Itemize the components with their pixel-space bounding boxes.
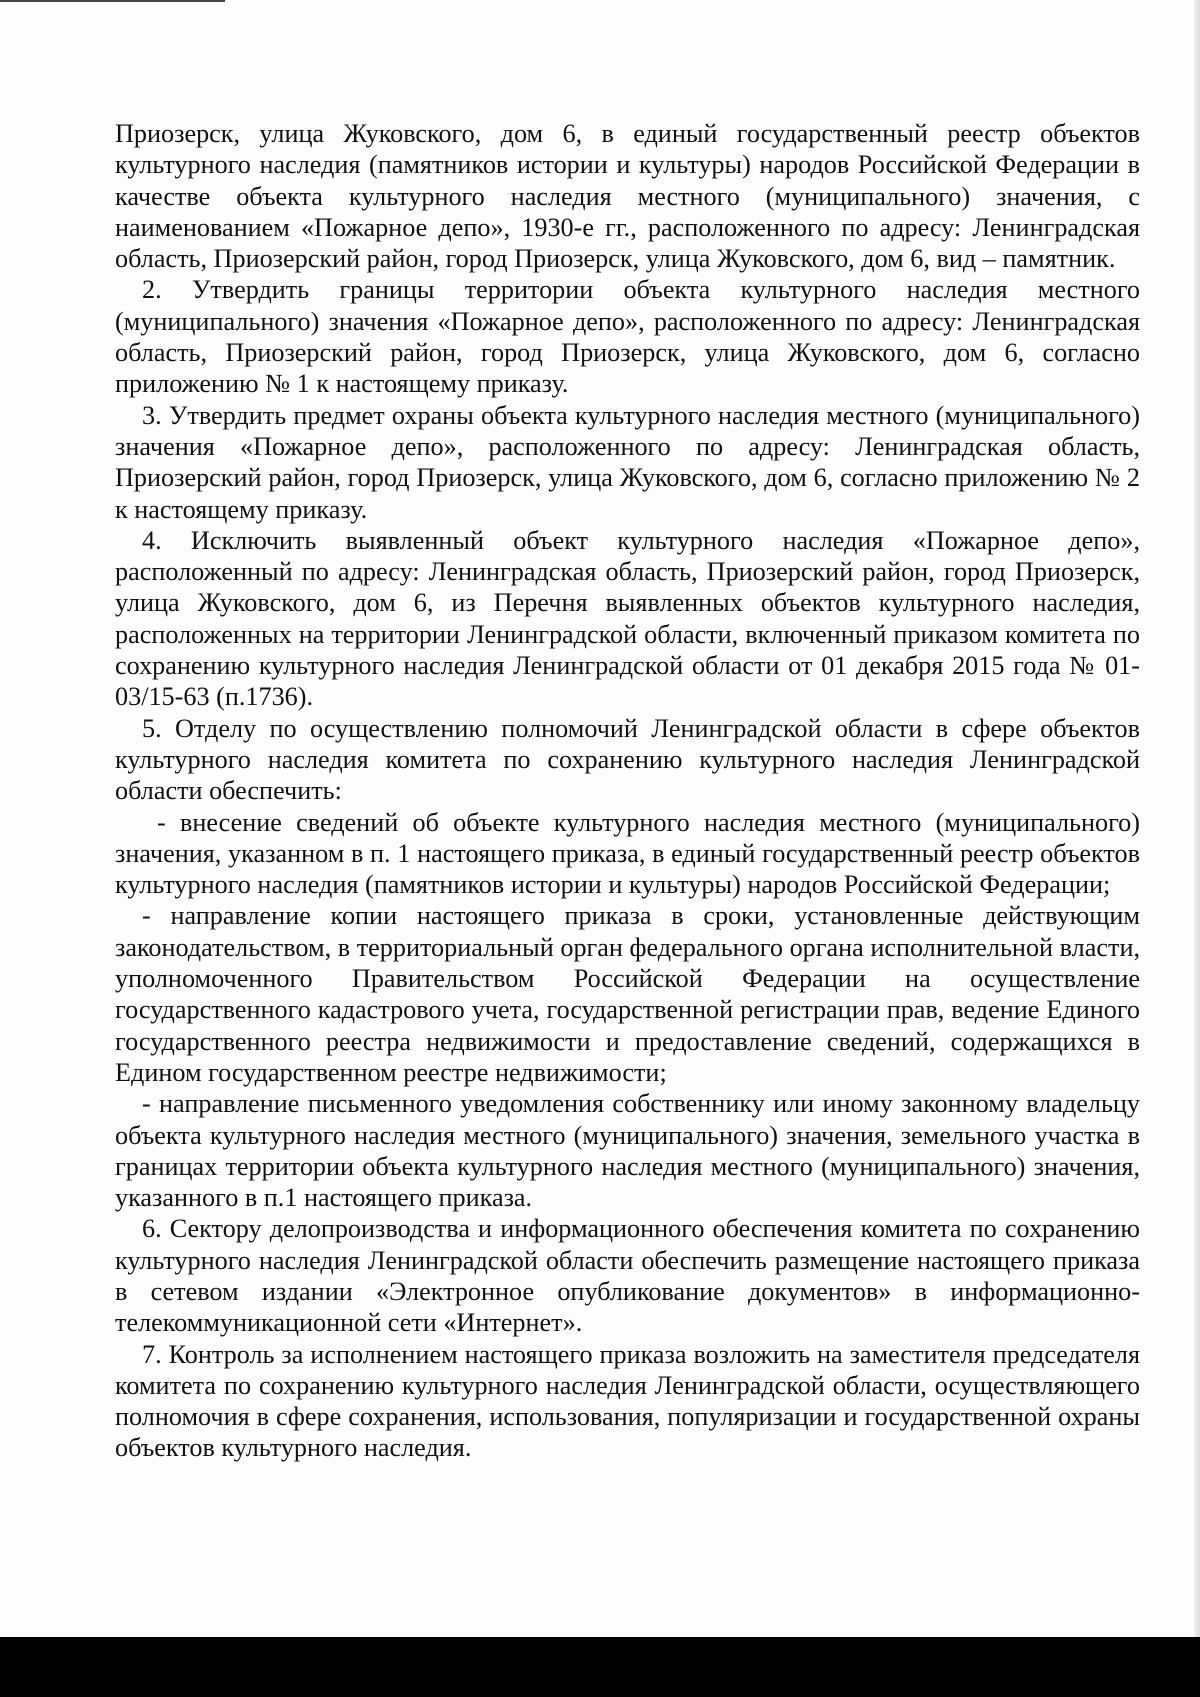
scan-edge-mark bbox=[0, 0, 225, 2]
paragraph-1-continuation: Приозерск, улица Жуковского, дом 6, в единый государственный реестр объектов культурного наследия (памятников истории и культуры) народов Российской Федерации в качестве объекта культурного наследия местного (муниципального) значения, с наименованием «Пожарное депо», 1930-е гг., расположенного по адресу: Ленинградская область, Приозерский район, город Приозерск, улица Жуковского, дом 6, вид – памятник. bbox=[115, 119, 1140, 274]
scan-bottom-border bbox=[0, 1637, 1200, 1697]
bullet-copy-direction: - направление копии настоящего приказа в сроки, установленные действующим законодательством, в территориальный орган федерального органа исполнительной власти, уполномоченного Правительством Российской Федерации на осуществление государственного кадастрового учета, государственной регистрации прав, ведение Единого государственного реестра недвижимости и предоставление сведений, содержащихся в Едином государственном реестре недвижимости; bbox=[115, 901, 1140, 1087]
paragraph-item-4: 4. Исключить выявленный объект культурного наследия «Пожарное депо», расположенный по адресу: Ленинградская область, Приозерский район, город Приозерск, улица Жуковского, дом 6, из Перечня выявленных объектов культурного наследия, расположенных на территории Ленинградской области, включенный приказом комитета по сохранению культурного наследия Ленинградской области от 01 декабря 2015 года № 01-03/15-63 (п.1736). bbox=[115, 525, 1140, 712]
paragraph-item-5: 5. Отделу по осуществлению полномочий Ленинградской области в сфере объектов культурного наследия комитета по сохранению культурного наследия Ленинградской области обеспечить: bbox=[115, 713, 1140, 806]
paragraph-item-2: 2. Утвердить границы территории объекта культурного наследия местного (муниципального) значения «Пожарное депо», расположенного по адресу: Ленинградская область, Приозерский район, город Приозерск, улица Жуковского, дом 6, согласно приложению № 1 к настоящему приказу. bbox=[115, 275, 1140, 399]
page-right-edge bbox=[1194, 0, 1200, 1640]
paragraph-item-7: 7. Контроль за исполнением настоящего приказа возложить на заместителя председателя комитета по сохранению культурного наследия Ленинградской области, осуществляющего полномочия в сфере сохранения, использования, популяризации и государственной охраны объектов культурного наследия. bbox=[115, 1339, 1140, 1463]
bullet-owner-notification: - направление письменного уведомления собственнику или иному законному владельцу объекта культурного наследия местного (муниципального) значения, земельного участка в границах территории объекта культурного наследия местного (муниципального) значения, указанного в п.1 настоящего приказа. bbox=[115, 1089, 1140, 1213]
paragraph-item-3: 3. Утвердить предмет охраны объекта культурного наследия местного (муниципального) значения «Пожарное депо», расположенного по адресу: Ленинградская область, Приозерский район, город Приозерск, улица Жуковского, дом 6, согласно приложению № 2 к настоящему приказу. bbox=[115, 400, 1140, 524]
bullet-registry-entry: - внесение сведений об объекте культурного наследия местного (муниципального) значения, указанном в п. 1 настоящего приказа, в единый государственный реестр объектов культурного наследия (памятников истории и культуры) народов Российской Федерации; bbox=[115, 807, 1140, 900]
paragraph-item-6: 6. Сектору делопроизводства и информационного обеспечения комитета по сохранению культурного наследия Ленинградской области обеспечить размещение настоящего приказа в сетевом издании «Электронное опубликование документов» в информационно-телекоммуникационной сети «Интернет». bbox=[115, 1214, 1140, 1338]
document-body bbox=[115, 118, 1140, 1464]
